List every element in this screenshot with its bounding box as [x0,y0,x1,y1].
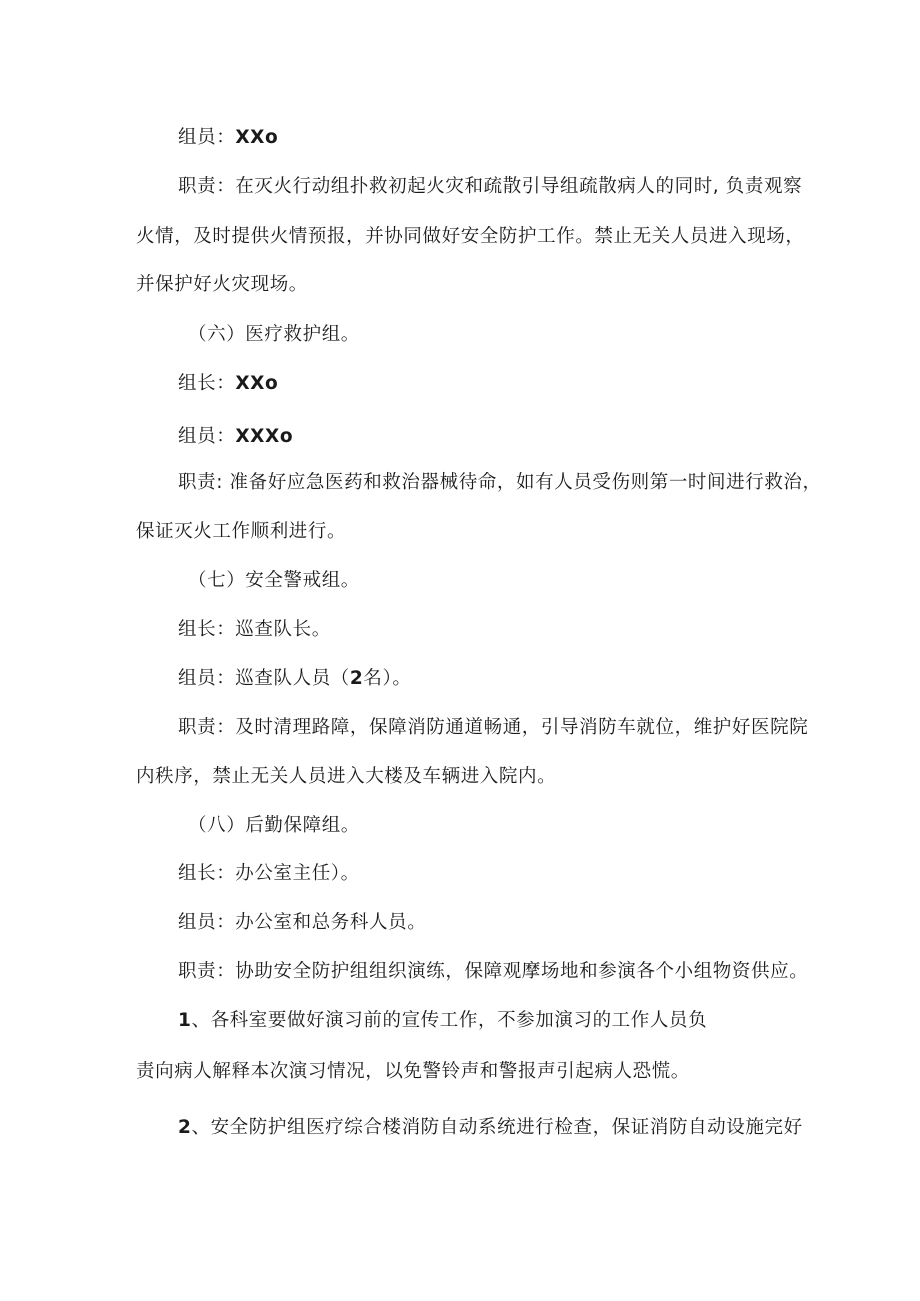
value: XXo [235,127,279,148]
label: 组员： [178,426,236,447]
item-number: 2 [178,1117,192,1138]
section-heading: （八）后勤保障组。 [188,815,360,836]
text-line: 职责: 准备好应急医药和救治器械待命，如有人员受伤则第一时间进行救治， [178,472,822,493]
item-number: 1 [178,1010,192,1031]
text-line: 火情，及时提供火情预报，并协同做好安全防护工作。禁止无关人员进入现场， [136,226,805,247]
item-text: 、安全防护组医疗综合楼消防自动系统进行检查，保证消防自动设施完好 [191,1117,803,1138]
numbered-item [178,1008,707,1034]
text-part: 名）。 [363,668,412,689]
text-line: 组长：巡查队长。 [178,619,331,640]
item-text: 、各科室要做好演习前的宣传工作，不参加演习的工作人员负 [191,1010,708,1031]
text-line: 保证灭火工作顺利进行。 [136,521,347,542]
text-line: 职责：及时清理路障，保障消防通道畅通，引导消防车就位，维护好医院院 [178,717,809,738]
section-heading: （六）医疗救护组。 [188,324,360,345]
text-line: 责向病人解释本次演习情况，以免警铃声和警报声引起病人恐慌。 [136,1061,690,1082]
text-line: 内秩序，禁止无关人员进入大楼及车辆进入院内。 [136,766,557,787]
text-line-member [178,125,278,151]
text-line: 职责：协助安全防护组组织演练，保障观摩场地和参演各个小组物资供应。 [178,961,809,982]
label: 组长： [178,373,236,394]
text-line: 组员：办公室和总务科人员。 [178,912,427,933]
text-line-member [178,666,411,692]
text-part: 组员：巡查队人员（ [178,668,350,689]
value: XXXo [235,426,294,447]
text-line-member [178,424,293,450]
text-line: 职责：在灭火行动组扑救初起火灾和疏散引导组疏散病人的同时, 负责观察 [178,176,803,197]
text-line: 组长：办公室主任）。 [178,863,360,884]
text-line: 并保护好火灾现场。 [136,274,308,295]
label: 组员： [178,127,236,148]
value: XXo [235,373,279,394]
section-heading: （七）安全警戒组。 [188,570,360,591]
text-line-leader [178,371,278,397]
count: 2 [349,668,364,689]
numbered-item [178,1115,803,1141]
